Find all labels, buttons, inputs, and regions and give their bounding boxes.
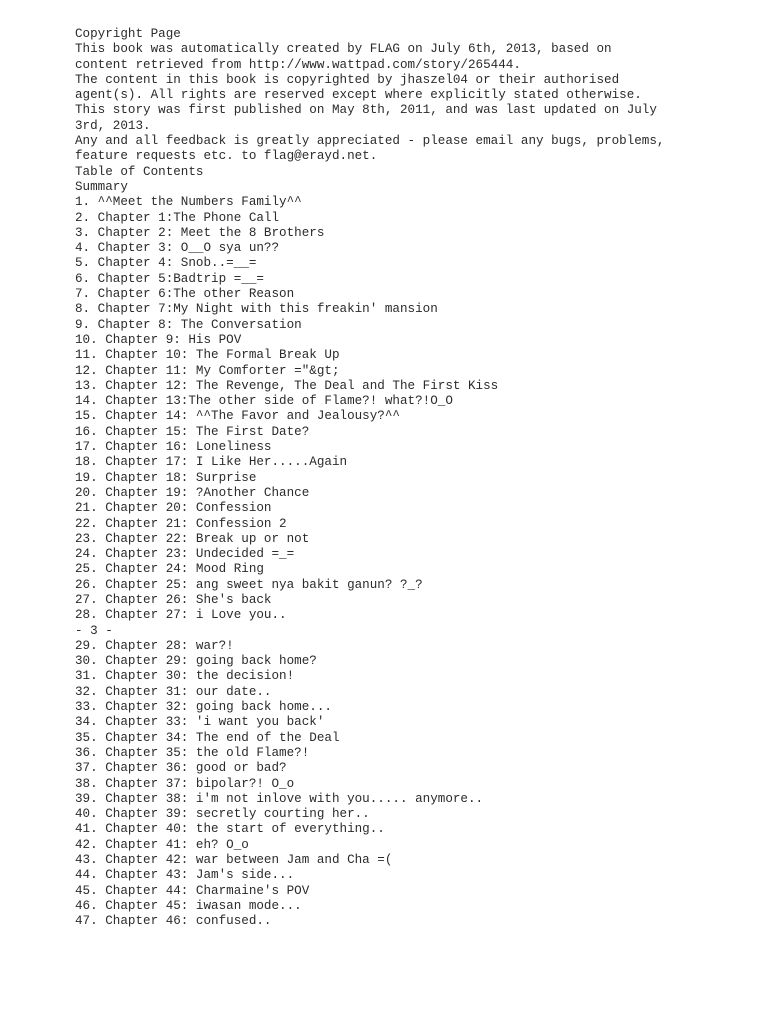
toc-entry: 2. Chapter 1:The Phone Call xyxy=(75,210,280,225)
toc-entry: 27. Chapter 26: She's back xyxy=(75,592,272,607)
toc-entry: 31. Chapter 30: the decision! xyxy=(75,669,295,684)
toc-entry: 41. Chapter 40: the start of everything.. xyxy=(75,822,385,837)
toc-entry: 4. Chapter 3: O__O sya un?? xyxy=(75,241,280,256)
toc-entry: 26. Chapter 25: ang sweet nya bakit ganun? ?_? xyxy=(75,577,423,592)
toc-entry: 47. Chapter 46: confused.. xyxy=(75,914,272,929)
toc-entry: 33. Chapter 32: going back home... xyxy=(75,700,332,715)
published-text-line-2: 3rd, 2013. xyxy=(75,118,151,133)
toc-entry: 39. Chapter 38: i'm not inlove with you..... anymore.. xyxy=(75,791,484,806)
toc-entry: 15. Chapter 14: ^^The Favor and Jealousy?^^ xyxy=(75,409,400,424)
toc-entry: 45. Chapter 44: Charmaine's POV xyxy=(75,883,310,898)
toc-entry: 9. Chapter 8: The Conversation xyxy=(75,317,302,332)
toc-entry: 40. Chapter 39: secretly courting her.. xyxy=(75,807,370,822)
toc-entry: 7. Chapter 6:The other Reason xyxy=(75,287,295,302)
toc-entry: 44. Chapter 43: Jam's side... xyxy=(75,868,295,883)
toc-list-part-1 xyxy=(75,195,755,623)
feedback-text-line-2: feature requests etc. to flag@erayd.net. xyxy=(75,149,378,164)
document-page xyxy=(75,27,755,930)
toc-entry: 28. Chapter 27: i Love you.. xyxy=(75,608,287,623)
toc-heading: Table of Contents xyxy=(75,164,204,179)
toc-entry: 34. Chapter 33: 'i want you back' xyxy=(75,715,325,730)
toc-entry: 13. Chapter 12: The Revenge, The Deal and The First Kiss xyxy=(75,378,499,393)
rights-text-line-1: The content in this book is copyrighted by jhaszel04 or their authorised xyxy=(75,72,620,87)
published-text-line-1: This story was first published on May 8th, 2011, and was last updated on July xyxy=(75,103,657,118)
toc-entry: 17. Chapter 16: Loneliness xyxy=(75,440,272,455)
toc-entry: 38. Chapter 37: bipolar?! O_o xyxy=(75,776,295,791)
toc-entry: 19. Chapter 18: Surprise xyxy=(75,470,257,485)
toc-entry: 8. Chapter 7:My Night with this freakin' mansion xyxy=(75,302,438,317)
toc-entry: 1. ^^Meet the Numbers Family^^ xyxy=(75,195,302,210)
toc-entry: 10. Chapter 9: His POV xyxy=(75,332,242,347)
toc-entry: 11. Chapter 10: The Formal Break Up xyxy=(75,348,340,363)
page-title: Copyright Page xyxy=(75,27,181,41)
toc-list-part-2 xyxy=(75,639,755,930)
toc-entry: 35. Chapter 34: The end of the Deal xyxy=(75,730,340,745)
toc-entry: 20. Chapter 19: ?Another Chance xyxy=(75,485,310,500)
toc-entry: 43. Chapter 42: war between Jam and Cha =( xyxy=(75,853,393,868)
toc-entry: 36. Chapter 35: the old Flame?! xyxy=(75,745,310,760)
created-text-line-1: This book was automatically created by FLAG on July 6th, 2013, based on xyxy=(75,42,612,57)
toc-entry: 42. Chapter 41: eh? O_o xyxy=(75,837,249,852)
toc-entry: 18. Chapter 17: I Like Her.....Again xyxy=(75,455,348,470)
toc-entry: 6. Chapter 5:Badtrip =__= xyxy=(75,271,264,286)
rights-text-line-2: agent(s). All rights are reserved except where explicitly stated otherwise. xyxy=(75,88,642,103)
toc-entry: 21. Chapter 20: Confession xyxy=(75,501,272,516)
feedback-text-line-1: Any and all feedback is greatly appreciated - please email any bugs, problems, xyxy=(75,134,665,149)
toc-entry: 46. Chapter 45: iwasan mode... xyxy=(75,898,302,913)
toc-entry: 30. Chapter 29: going back home? xyxy=(75,654,317,669)
toc-entry: 16. Chapter 15: The First Date? xyxy=(75,424,310,439)
toc-entry: 32. Chapter 31: our date.. xyxy=(75,684,272,699)
toc-entry: 14. Chapter 13:The other side of Flame?! what?!O_O xyxy=(75,394,453,409)
toc-entry: 23. Chapter 22: Break up or not xyxy=(75,531,310,546)
created-text-line-2: content retrieved from http://www.wattpad.com/story/265444. xyxy=(75,57,521,72)
toc-summary: Summary xyxy=(75,179,128,194)
toc-entry: 22. Chapter 21: Confession 2 xyxy=(75,516,287,531)
toc-entry: 25. Chapter 24: Mood Ring xyxy=(75,562,264,577)
toc-entry: 12. Chapter 11: My Comforter ="&gt; xyxy=(75,363,340,378)
toc-entry: 3. Chapter 2: Meet the 8 Brothers xyxy=(75,225,325,240)
toc-entry: 37. Chapter 36: good or bad? xyxy=(75,761,287,776)
page-number-marker: - 3 - xyxy=(75,623,113,638)
toc-entry: 5. Chapter 4: Snob..=__= xyxy=(75,256,257,271)
toc-entry: 29. Chapter 28: war?! xyxy=(75,638,234,653)
toc-entry: 24. Chapter 23: Undecided =_= xyxy=(75,547,295,562)
